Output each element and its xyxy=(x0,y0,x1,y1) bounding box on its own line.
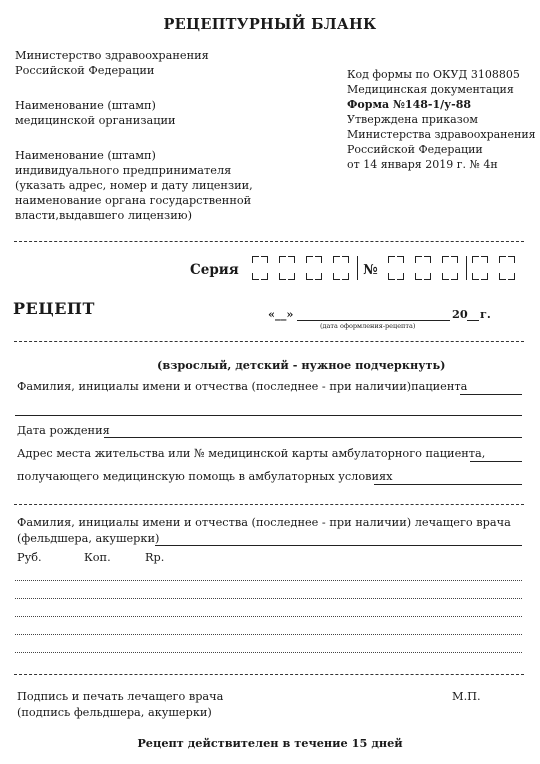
address-label: Адрес места жительства или № медицинской карты амбулаторного пациента, xyxy=(17,447,486,460)
prescription-line-2[interactable] xyxy=(15,598,522,599)
number-box-5[interactable] xyxy=(499,256,515,280)
doctor-name-label-2: (фельдшера, акушерки) xyxy=(17,532,160,545)
form-number: Форма №148-1/у-88 xyxy=(347,98,472,111)
form-info xyxy=(347,67,536,172)
address-field-2[interactable] xyxy=(374,484,522,485)
doctor-name-label: Фамилия, инициалы имени и отчества (последнее - при наличии) лечащего врача xyxy=(17,516,511,529)
entrepreneur-line-3: (указать адрес, номер и дату лицензии, xyxy=(15,179,253,192)
entrepreneur-stamp-label xyxy=(15,148,253,223)
series-box-3[interactable] xyxy=(306,256,322,280)
validity-note: Рецепт действителен в течение 15 дней xyxy=(137,736,403,750)
patient-name-field[interactable] xyxy=(460,394,522,395)
signature-label-2: (подпись фельдшера, акушерки) xyxy=(17,706,212,719)
prescription-line-4[interactable] xyxy=(15,634,522,635)
section-separator xyxy=(14,504,524,505)
rub-label: Руб. xyxy=(17,551,42,564)
address-field[interactable] xyxy=(470,461,522,462)
medical-doc-label: Медицинская документация xyxy=(347,83,514,96)
doctor-name-field[interactable] xyxy=(155,545,522,546)
birth-date-field[interactable] xyxy=(104,437,522,438)
birth-date-label: Дата рождения xyxy=(17,424,110,437)
approved-label: Утверждена приказом xyxy=(347,113,478,126)
ministry-line-2: Российской Федерации xyxy=(15,64,155,77)
patient-name-field-2[interactable] xyxy=(15,415,522,416)
date-caption: (дата оформления-рецепта) xyxy=(320,322,416,330)
entrepreneur-line-2: индивидуального предпринимателя xyxy=(15,164,232,177)
org-stamp-label xyxy=(15,98,176,128)
prescription-line-1[interactable] xyxy=(15,580,522,581)
series-label: Серия xyxy=(190,262,239,278)
prescription-line-5[interactable] xyxy=(15,652,522,653)
entrepreneur-line-4: наименование органа государственной xyxy=(15,194,252,207)
stamp-place: М.П. xyxy=(452,690,481,703)
ministry-name xyxy=(15,48,209,78)
ministry-line-1: Министерство здравоохранения xyxy=(15,49,209,62)
org-stamp-line-1: Наименование (штамп) xyxy=(15,99,156,112)
number-box-2[interactable] xyxy=(415,256,431,280)
series-divider xyxy=(357,256,358,280)
signature-label: Подпись и печать лечащего врача xyxy=(17,690,224,703)
series-box-2[interactable] xyxy=(279,256,295,280)
kop-label: Коп. xyxy=(84,551,111,564)
org-stamp-line-2: медицинской организации xyxy=(15,114,176,127)
order-date: от 14 января 2019 г. № 4н xyxy=(347,158,498,171)
series-box-4[interactable] xyxy=(333,256,349,280)
header-separator xyxy=(14,241,524,242)
series-box-1[interactable] xyxy=(252,256,268,280)
approving-country: Российской Федерации xyxy=(347,143,483,156)
prescription-line-3[interactable] xyxy=(15,616,522,617)
address-label-2: получающего медицинскую помощь в амбулаторных условиях xyxy=(17,470,393,483)
prescription-separator xyxy=(14,674,524,675)
date-year-line[interactable] xyxy=(467,320,479,321)
date-line[interactable] xyxy=(297,320,450,321)
approving-ministry: Министерства здравоохранения xyxy=(347,128,536,141)
entrepreneur-line-1: Наименование (штамп) xyxy=(15,149,156,162)
date-year-suffix: г. xyxy=(480,307,491,321)
recipe-separator xyxy=(14,341,524,342)
age-type-label: (взрослый, детский - нужное подчеркнуть) xyxy=(157,358,446,372)
number-label: № xyxy=(363,262,378,278)
rp-label: Rp. xyxy=(145,551,165,564)
document-title: РЕЦЕПТУРНЫЙ БЛАНК xyxy=(163,16,377,33)
patient-name-label: Фамилия, инициалы имени и отчества (последнее - при наличии)пациента xyxy=(17,380,468,393)
date-year-prefix: 20 xyxy=(452,307,468,321)
entrepreneur-line-5: власти,выдавшего лицензию) xyxy=(15,209,192,222)
recipe-title: РЕЦЕПТ xyxy=(13,299,95,318)
number-divider xyxy=(466,256,467,280)
number-box-1[interactable] xyxy=(388,256,404,280)
number-box-4[interactable] xyxy=(472,256,488,280)
date-day[interactable]: «__» xyxy=(268,307,294,321)
okud-code: Код формы по ОКУД 3108805 xyxy=(347,68,520,81)
number-box-3[interactable] xyxy=(442,256,458,280)
